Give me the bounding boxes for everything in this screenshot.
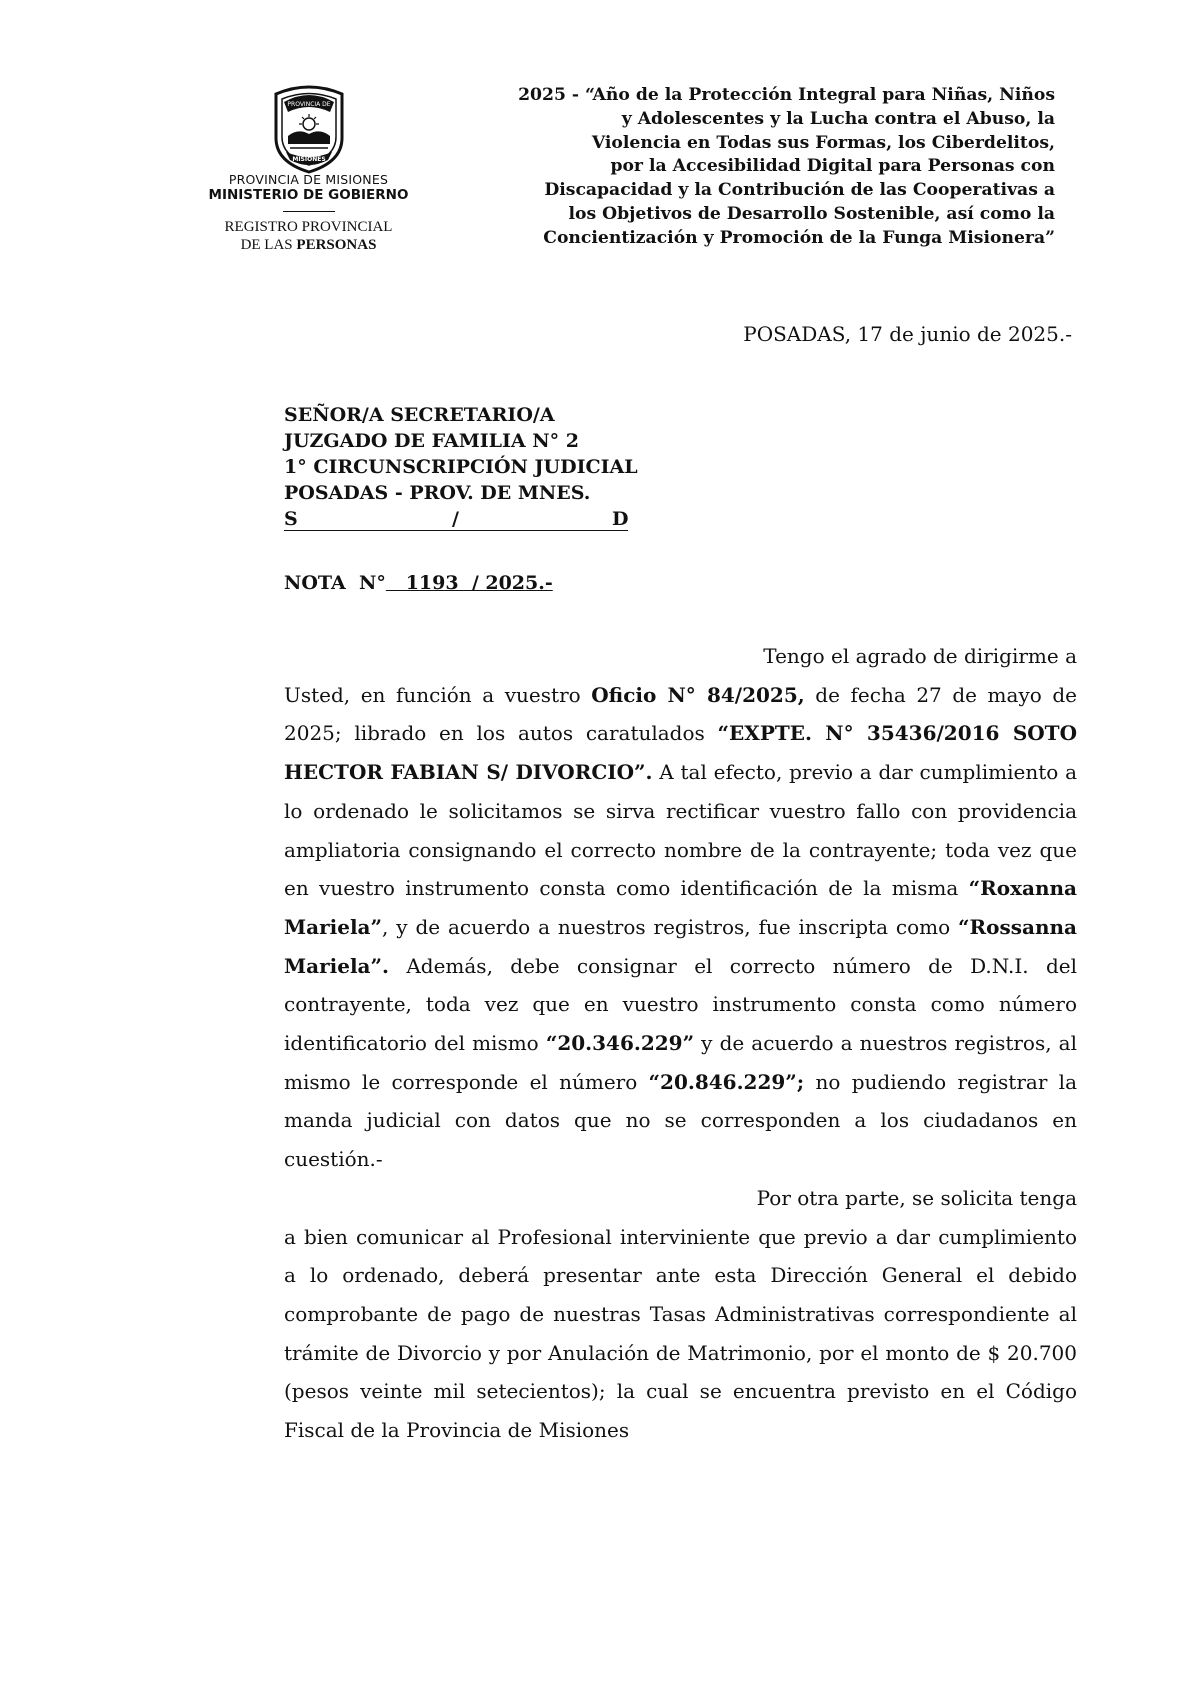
paragraph-2-body: a bien comunicar al Profesional interviniente que previo a dar cumplimiento a lo ordenado, deberá presentar ante esta Dirección General el debido comprobante de pago de nuestras Tasas Administrativas correspondiente al trámite de Divorcio y por Anulación de Matrimonio, por el monto de $ 20.700 (pesos veinte mil setecientos); la cual se encuentra previsto en el Código Fiscal de la Provincia de Misiones: [284, 1224, 1077, 1443]
registered-dni: “20.846.229”;: [648, 1069, 805, 1094]
registry-line-2-bold: PERSONAS: [296, 237, 377, 253]
addressee-line: SEÑOR/A SECRETARIO/A: [284, 404, 555, 426]
oficio-reference: Oficio N° 84/2025,: [591, 682, 805, 707]
registry-line-2: [186, 236, 431, 254]
text-run: no pudiendo registrar la manda judicial con datos que no se corresponden a los ciudadanos en cuestión.-: [284, 1069, 1077, 1172]
sd-signature-line: [284, 506, 628, 532]
registry-line-2-plain: DE LAS: [240, 237, 297, 253]
seal-bottom-text: MISIONES: [292, 156, 326, 163]
organization-block: [186, 172, 431, 254]
motto-line: por la Accesibilidad Digital para Personas con: [610, 156, 1055, 177]
motto-line: Violencia en Todas sus Formas, los Ciberdelitos,: [591, 132, 1055, 153]
text-run: Usted, en función a vuestro: [284, 682, 592, 707]
divider: [283, 211, 335, 212]
paragraph-2-opening: Por otra parte, se solicita tenga: [756, 1185, 1077, 1210]
addressee-line: JUZGADO DE FAMILIA N° 2: [284, 430, 579, 452]
motto-line: Discapacidad y la Contribución de las Cooperativas a: [544, 180, 1055, 201]
registered-name: “Rossanna Mariela”.: [284, 914, 1077, 978]
addressee-block: [284, 402, 638, 532]
text-run: y de acuerdo a nuestros registros, al mismo le corresponde el número: [284, 1031, 1078, 1094]
sd-slash: /: [452, 508, 459, 530]
note-number: [284, 572, 553, 594]
motto-line: Concientización y Promoción de la Funga Misionera”: [543, 227, 1055, 248]
text-run: A tal efecto, previo a dar cumplimiento a lo ordenado le solicitamos se sirva rectificar vuestro fallo con providencia ampliatoria consignando el correcto nombre de la contrayente; toda vez que en vuestro instrumento consta como identificación de la misma: [284, 760, 1077, 901]
text-run: Además, debe consignar el correcto número de D.N.I. del contrayente, toda vez que en vuestro instrumento consta como número identificatorio del mismo: [284, 953, 1077, 1056]
addressee-line: POSADAS - PROV. DE MNES.: [284, 482, 591, 504]
case-file-reference: “EXPTE. N° 35436/2016 SOTO HECTOR FABIAN S/ DIVORCIO”.: [284, 721, 1077, 785]
motto-line: y Adolescentes y la Lucha contra el Abuso, la: [621, 108, 1055, 129]
year-motto: [455, 84, 1055, 251]
document-date: POSADAS, 17 de junio de 2025.-: [743, 322, 1072, 346]
provincia-de-misiones-seal-icon: [268, 82, 350, 174]
province-name: PROVINCIA DE MISIONES: [228, 172, 389, 187]
paragraph-1: [284, 637, 1077, 1450]
sd-s: S: [284, 508, 298, 530]
seal-top-text: PROVINCIA DE: [287, 101, 331, 108]
sd-underline: [284, 530, 628, 531]
note-value: 1193 / 2025.-: [385, 572, 553, 594]
text-run: de fecha 27 de mayo de 2025; librado en los autos caratulados: [284, 682, 1077, 746]
text-run: , y de acuerdo a nuestros registros, fue inscripta como: [382, 914, 959, 939]
dni-in-ruling: “20.346.229”: [545, 1031, 695, 1056]
motto-line: los Objetivos de Desarrollo Sostenible, así como la: [568, 203, 1055, 224]
sd-d: D: [612, 508, 629, 530]
motto-line: 2025 - “Año de la Protección Integral para Niñas, Niños: [518, 85, 1055, 105]
paragraph-1-body: [284, 676, 1077, 1179]
addressee-line: 1° CIRCUNSCRIPCIÓN JUDICIAL: [284, 456, 638, 478]
paragraph-1-opening: Tengo el agrado de dirigirme a: [763, 644, 1077, 668]
registry-line-1: REGISTRO PROVINCIAL: [224, 219, 393, 235]
ministry-name: MINISTERIO DE GOBIERNO: [208, 187, 409, 203]
name-in-ruling: “Roxanna Mariela”: [284, 876, 1077, 939]
note-prefix: NOTA N°: [284, 572, 386, 594]
